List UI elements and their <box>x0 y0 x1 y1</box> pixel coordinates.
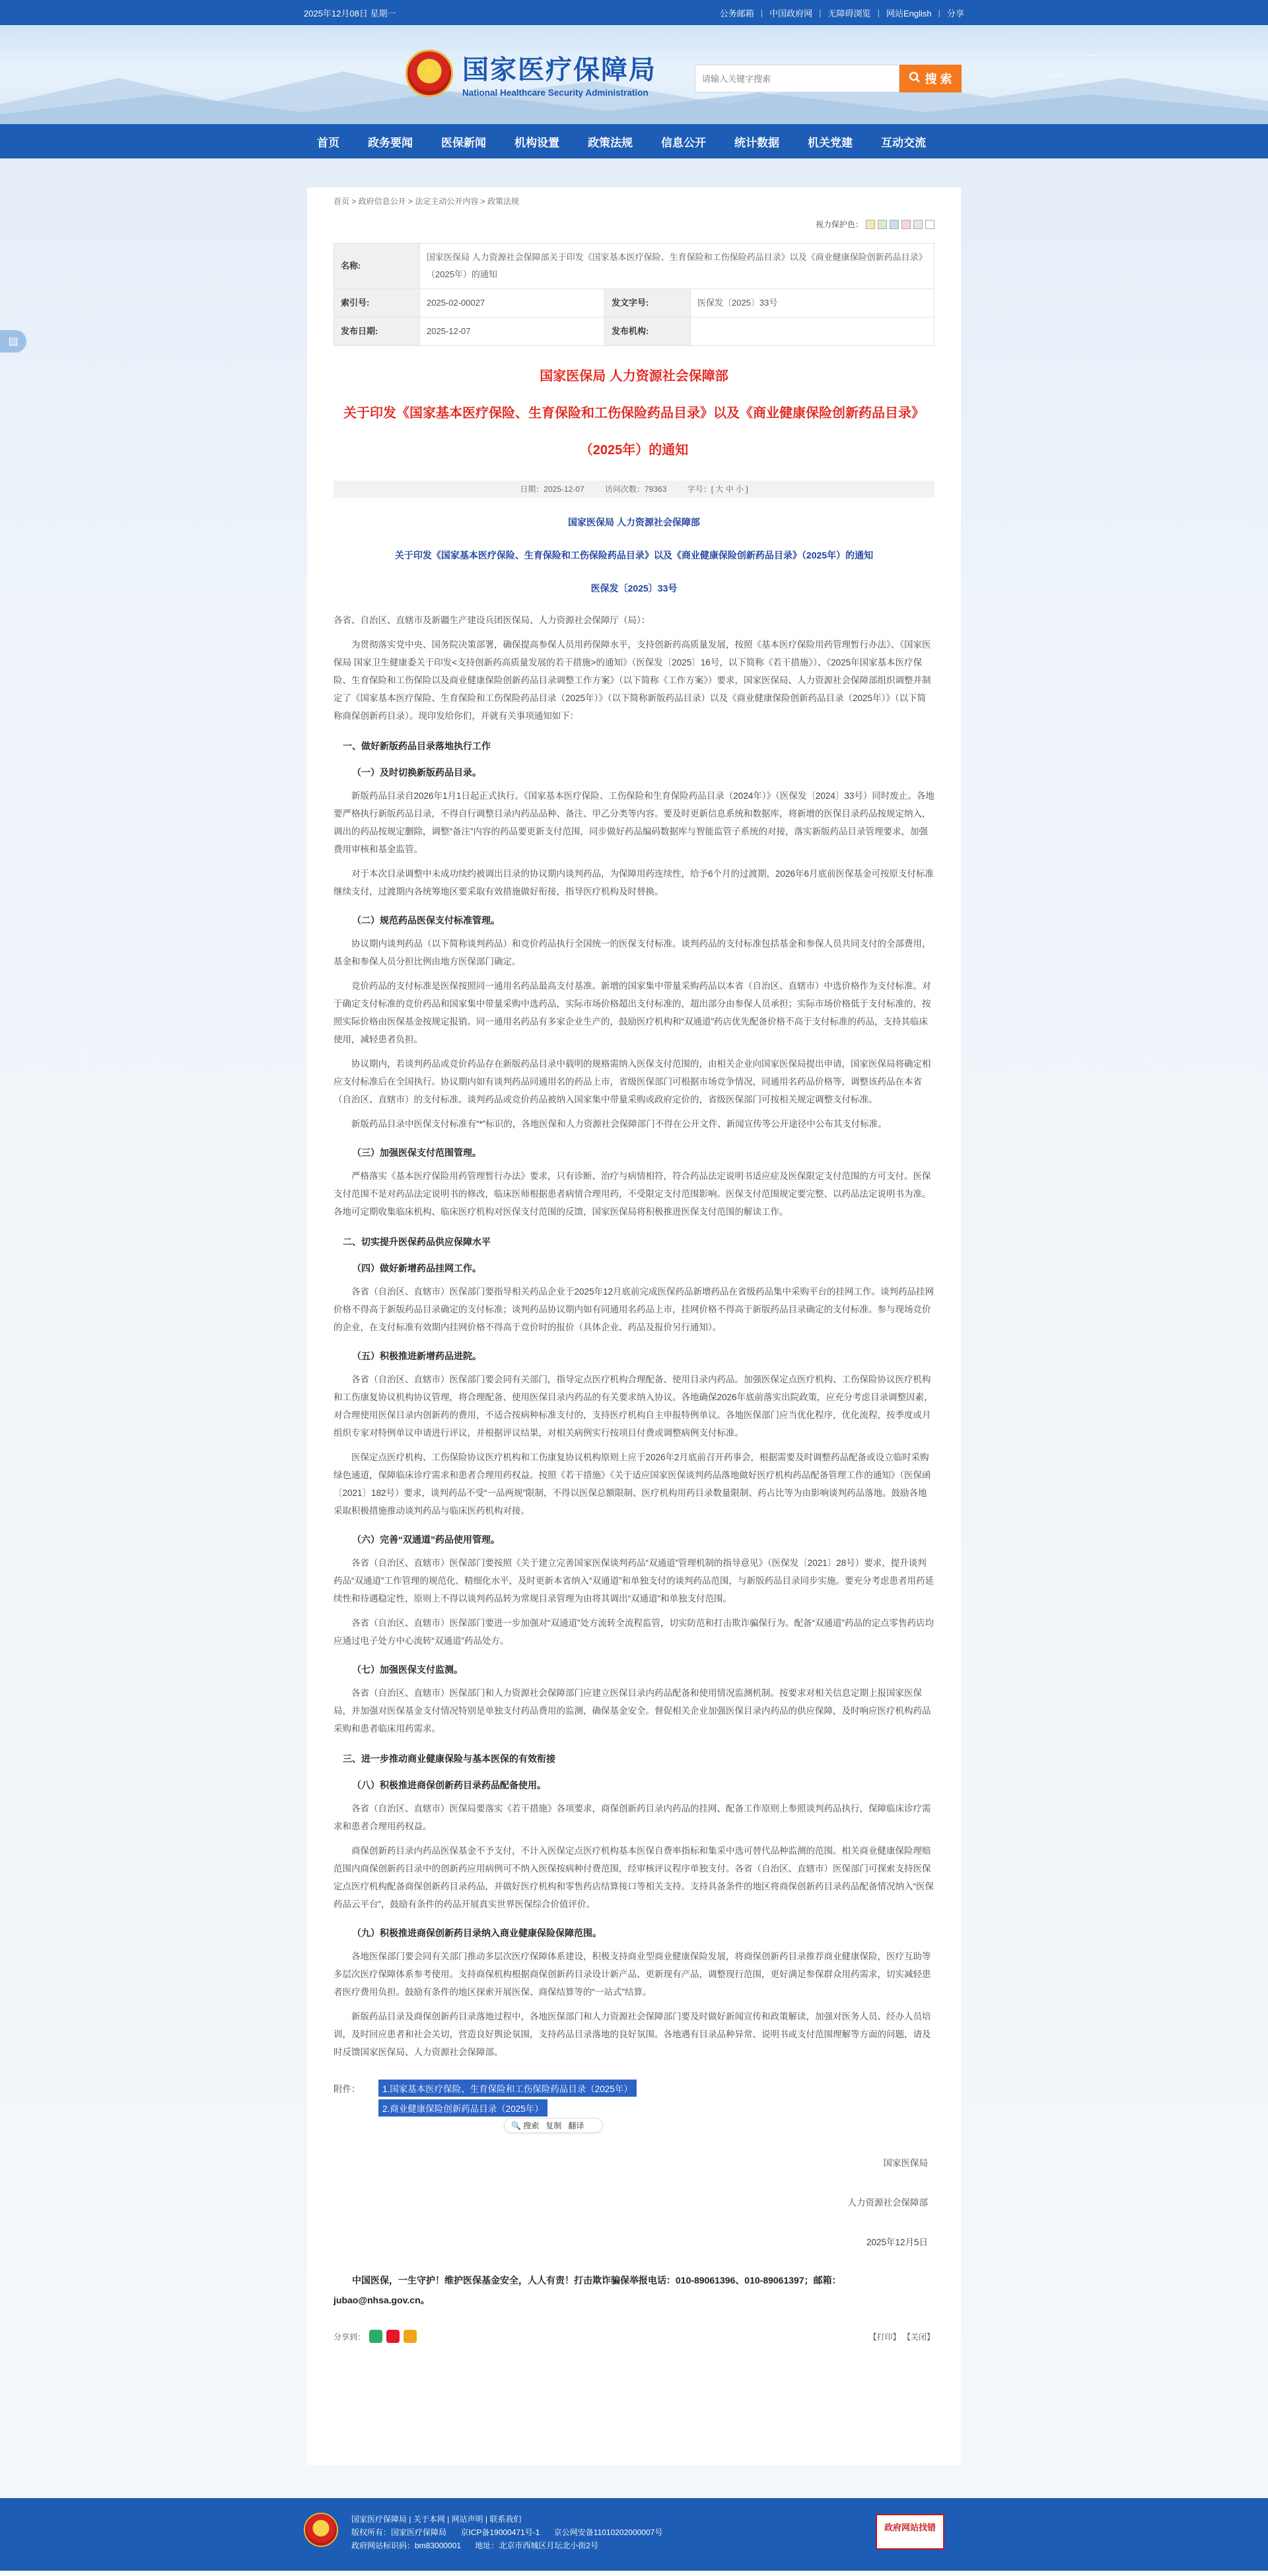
link-accessibility[interactable]: 无障碍浏览 <box>828 8 871 18</box>
paragraph: 新版药品目录及商保创新药目录落地过程中，各地医保部门和人力资源社会保障部门要及时做好新闻宣传和政策解读，加强对医务人员、经办人员培训，及时回应患者和社会关切，营造良好舆论氛围，支持药品目录落地的良好氛围。各地遇有目录品种异常、说明书或支付范围理解等方面的问题，请及时反馈国家医保局、人力资源社会保障部。 <box>334 2012 931 2057</box>
meta-name-value: 国家医保局 人力资源社会保障部关于印发《国家基本医疗保险、生育保险和工伤保险药品目录》以及《商业健康保险创新药品目录》（2025年）的通知 <box>420 244 934 289</box>
article-info-bar <box>334 481 934 498</box>
meta-date-value: 2025-12-07 <box>420 318 605 346</box>
color-swatch-blue[interactable] <box>890 220 899 229</box>
logo-english-name: National Healthcare Security Administration <box>462 88 649 98</box>
signatory-2: 人力资源社会保障部 <box>847 2198 928 2208</box>
color-swatch-pink[interactable] <box>901 220 911 229</box>
main-nav <box>0 124 1268 158</box>
paragraph: 各省（自治区、直辖市）医保部门要会同有关部门，指导定点医疗机构合理配备、使用目录内药品。加强医保定点医疗机构、工伤保险协议医疗机构和工伤康复协议机构协议管理，将合理配备、使用医保目录内药品的有关要求纳入协议。各地确保2026年底前落实出院政策，应充分考虑目录调整因素，对合理使用医保目录内创新药的费用，不适合按病种标准支付的，支持医疗机构自主申报特例单议。各地医保部门应当优化程序，优化流程，按季度或月组织专家对特例单议申请进行评议，并根据评议结果，对相关病例实行按项目付费或调整病例支付标准。 <box>334 1374 933 1438</box>
wechat-icon[interactable] <box>369 2330 382 2343</box>
signature-block <box>334 2152 934 2254</box>
paragraph: 协议期内谈判药品（以下简称谈判药品）和竞价药品执行全国统一的医保支付标准。谈判药品的支付标准包括基金和参保人员共同支付的全部费用，基金和参保人员分担比例由地方医保部门确定。 <box>334 939 931 966</box>
paragraph: 各省（自治区、直辖市）医保局要落实《若干措施》各项要求，商保创新药目录内药品的挂网、配备工作原则上参照谈判药品执行，保障临床诊疗需求和患者合理用药权益。 <box>334 1804 931 1831</box>
page-background <box>0 158 1268 2498</box>
attachment-link-1[interactable]: 1.国家基本医疗保险、生育保险和工伤保险药品目录（2025年） <box>378 2080 637 2097</box>
site-header <box>0 25 1268 124</box>
subsection-heading: （八）积极推进商保创新药目录药品配备使用。 <box>352 1780 546 1790</box>
subsection-heading: （六）完善“双通道”药品使用管理。 <box>352 1534 500 1545</box>
subsection-heading: （三）加强医保支付范围管理。 <box>352 1147 481 1158</box>
signature-date: 2025年12月5日 <box>866 2237 928 2247</box>
paragraph: 竞价药品的支付标准是医保按照同一通用名药品最高支付基准。新增的国家集中带量采购药品以本省（自治区、直辖市）中选价格作为支付标准。对于确定支付标准的竞价药品和国家集中带量采购中选药品，实际市场价格超出支付标准的，超出部分由参保人员承担；实际市场价格低于支付标准的，按照实际价格由医保基金按规定报销。同一通用名药品有多家企业生产的，鼓励医疗机构和“双通道”药店优先配备价格不高于支付标准的药品，支持其临床使用，减轻患者负担。 <box>334 981 931 1044</box>
nav-party-building[interactable]: 机关党建 <box>808 136 853 149</box>
paragraph: 为贯彻落实党中央、国务院决策部署，确保提高参保人员用药保障水平，支持创新药高质量发展，按照《基本医疗保险用药管理暂行办法》、《国家医保局 国家卫生健康委关于印发<支持创新药高质量发展的若干措施>的通知》（医保发〔2025〕16号，以下简称《若干措施》）、《2025年国家基本医疗保险、生育保险和工伤保险以及商业健康保险创新药品目录调整工作方案》（以下简称《工作方案》）要求，国家医保局、人力资源社会保障部组织调整并制定了《国家基本医疗保险、生育保险和工伤保险药品目录（2025年）》（以下简称新版药品目录）以及《商业健康保险创新药品目录（2025年）》（以下简称商保创新药目录）。现印发给你们，并就有关事项通知如下： <box>334 640 931 721</box>
font-size-switch[interactable]: 字号：[ 大 中 小 ] <box>687 485 748 494</box>
gov-site-error-badge[interactable]: 政府网站找错 <box>876 2514 944 2550</box>
nav-statistics[interactable]: 统计数据 <box>734 136 779 149</box>
bird-icon: ⌒ <box>1050 74 1065 90</box>
footer-site-code: 政府网站标识码：bm83000001 <box>351 2541 462 2550</box>
section-heading: 一、做好新版药品目录落地执行工作 <box>343 741 491 751</box>
fraud-report-hotline: 中国医保，一生守护！维护医保基金安全，人人有责！打击欺诈骗保举报电话：010-89061396、010-89061397；邮箱：jubao@nhsa.gov.cn。 <box>334 2275 841 2305</box>
attachments <box>334 2078 934 2133</box>
nav-policies[interactable]: 政策法规 <box>588 136 633 149</box>
link-english[interactable]: 网站English <box>886 8 932 18</box>
print-close-links[interactable]: 【打印】 【关闭】 <box>868 2332 934 2342</box>
subsection-heading: （九）积极推进商保创新药目录纳入商业健康保险保障范围。 <box>352 1928 602 1938</box>
share-bar <box>334 2330 934 2343</box>
page-title <box>334 358 934 469</box>
footer-icp[interactable]: 京ICP备19000471号-1 <box>460 2528 540 2537</box>
paragraph: 各省（自治区、直辖市）医保部门和人力资源社会保障部门应建立医保目录内药品配备和使用情况监测机制。按要求对相关信息定期上报国家医保局，并加强对医保基金支付情况特别是单独支付药品费用的监测，确保基金安全。督促相关企业加强医保目录内药品的供应保障，及时响应医疗机构药品采购和患者临床用药需求。 <box>334 1688 931 1734</box>
paragraph: 新版药品目录中医保支付标准有“*”标识的，各地医保和人力资源社会保障部门不得在公开文件、新闻宣传等公开途径中公布其支付标准。 <box>351 1119 887 1129</box>
nav-info-disclosure[interactable]: 信息公开 <box>661 136 706 149</box>
title-line-2: 关于印发《国家基本医疗保险、生育保险和工伤保险药品目录》以及《商业健康保险创新药品目录》 <box>343 406 925 421</box>
color-swatch-gray[interactable] <box>913 220 923 229</box>
meta-org-label: 发布机构: <box>605 318 691 346</box>
national-emblem-icon: ★ <box>405 50 453 97</box>
subsection-heading: （一）及时切换新版药品目录。 <box>352 767 481 778</box>
paragraph: 各地医保部门要会同有关部门推动多层次医疗保障体系建设，积极支持商业型商业健康保险发展，将商保创新药目录推荐商业健康保险，医疗互助等多层次医疗保障体系参考使用。支持商保机构根据商保创新药目录设计新产品、更新现有产品，调整现行范围，更好满足参保群众用药需求，切实减轻患者医疗费用负担。鼓励有条件的地区探索开展医保、商保结算等的“一站式”结算。 <box>334 1951 931 1997</box>
meta-date-label: 发布日期: <box>334 318 420 346</box>
title-line-3: （2025年）的通知 <box>579 443 689 458</box>
meta-org-value <box>691 318 934 346</box>
document-body <box>334 611 934 2061</box>
article-date: 日期：2025-12-07 <box>520 485 584 494</box>
meta-index-value: 2025-02-00027 <box>420 289 605 318</box>
paragraph: 各省（自治区、直辖市）医保部门要进一步加强对“双通道”处方流转全流程监管，切实防范和打击欺诈骗保行为。配备“双通道”药品的定点零售药店均应通过电子处方中心流转“双通道”药品处方。 <box>334 1618 934 1646</box>
paragraph: 对于本次目录调整中未成功续约被调出目录的协议期内谈判药品，为保障用药连续性，给予6个月的过渡期，2026年6月底前医保基金可按原支付标准继续支付，过渡期内各统筹地区要采取有效措施做好衔接，指导医疗机构及时替换。 <box>334 869 934 897</box>
doc-subject: 关于印发《国家基本医疗保险、生育保险和工伤保险药品目录》以及《商业健康保险创新药品目录》（2025年）的通知 <box>394 550 874 560</box>
footer-police[interactable]: 京公网安备11010202000007号 <box>553 2528 663 2537</box>
color-swatch-white[interactable] <box>925 220 934 229</box>
nav-organization[interactable]: 机构设置 <box>514 136 559 149</box>
link-gov-cn[interactable]: 中国政府网 <box>769 8 813 18</box>
attachments-label: 附件： <box>334 2084 361 2094</box>
attachment-link-2[interactable]: 2.商业健康保险创新药品目录（2025年） <box>378 2099 547 2117</box>
subsection-heading: （五）积极推进新增药品进院。 <box>352 1351 481 1361</box>
selection-copy-button[interactable]: 复制 <box>546 2121 562 2130</box>
search-box <box>695 65 962 92</box>
footer-links[interactable]: 国家医疗保障局 | 关于本网 | 网站声明 | 联系我们 <box>351 2515 522 2524</box>
color-swatch-green[interactable] <box>878 220 887 229</box>
doc-issuer: 国家医保局 人力资源社会保障部 <box>568 517 700 527</box>
paragraph: 各省（自治区、直辖市）医保部门要指导相关药品企业于2025年12月底前完成医保药品新增药品在省级药品集中采购平台的挂网工作。谈判药品挂网价格不得高于新版药品目录确定的支付标准；谈判药品协议期内如有同通用名药品上市，挂网价格不得高于新版药品目录确定的支付标准。参与现场竞价的企业，在支付标准有效期内挂网价格不得高于竞价时的报价（具体企业、药品及报价另行通知）。 <box>334 1287 934 1332</box>
link-official-mail[interactable]: 公务邮箱 <box>719 8 754 18</box>
color-swatch-yellow[interactable] <box>866 220 875 229</box>
subsection-heading: （四）做好新增药品挂网工作。 <box>352 1263 481 1273</box>
qzone-icon[interactable] <box>404 2330 417 2343</box>
paragraph: 商保创新药目录内药品医保基金不予支付，不计入医保定点医疗机构基本医保自费率指标和集采中选可替代品种监测的范围。相关商业健康保险理赔范围内商保创新药目录中的创新药应用病例可不纳入医保按病种付费范围，经审核评议程序单独支付。各省（自治区、直辖市）医保部门可探索支持医保定点医疗机构配备商保创新药目录药品，并做好医疗机构和零售药店结算接口等相关支持。支持具备条件的地区将商保创新药目录药品配备情况纳入“医保药品云平台”，鼓励有条件的药品开展真实世界医保综合价值评价。 <box>334 1846 934 1909</box>
document-metadata-table <box>334 243 934 346</box>
vision-label: 视力保护色： <box>815 220 863 229</box>
search-button[interactable] <box>899 65 962 92</box>
footer-sponsor: 版权所有：国家医疗保障局 <box>351 2528 447 2537</box>
meta-docno-label: 发文字号: <box>605 289 691 318</box>
side-float-tab[interactable] <box>0 330 26 353</box>
paragraph: 新版药品目录自2026年1月1日起正式执行。《国家基本医疗保险、工伤保险和生育保险药品目录（2024年）》（医保发〔2024〕33号）同时废止。各地要严格执行新版药品目录，不得自行调整目录内药品品种、备注、甲乙分类等内容。要及时更新信息系统和数据库，将新增的医保目录药品按规定纳入，调出的药品按规定删除，调整“备注”内容的药品要更新支付范围，同步做好药品编码数据库与智能监管子系统的对接，落实新版药品目录管理要求，加强费用审核和基金监管。 <box>334 791 934 854</box>
article-views: 访问次数：79363 <box>605 485 667 494</box>
article-container <box>307 187 961 2465</box>
link-share[interactable]: 分享 <box>946 8 964 18</box>
signatory-1: 国家医保局 <box>883 2158 928 2168</box>
doc-number: 医保发〔2025〕33号 <box>590 583 678 593</box>
site-footer <box>0 2498 1268 2571</box>
subsection-heading: （二）规范药品医保支付标准管理。 <box>352 915 500 926</box>
selection-search-button[interactable]: 🔍 搜索 <box>511 2121 540 2130</box>
doc-addressee: 各省、自治区、直辖市及新疆生产建设兵团医保局、人力资源社会保障厅（局）： <box>334 615 651 625</box>
footer-emblem-icon <box>304 2513 338 2547</box>
title-line-1: 国家医保局 人力资源社会保障部 <box>540 369 728 384</box>
meta-name-label: 名称: <box>334 244 420 289</box>
subsection-heading: （七）加强医保支付监测。 <box>352 1664 463 1675</box>
search-icon <box>909 71 921 86</box>
section-heading: 三、进一步推动商业健康保险与基本医保的有效衔接 <box>343 1753 555 1764</box>
nav-medical-insurance-news[interactable]: 医保新闻 <box>441 136 486 149</box>
top-utility-bar: 2025年12月08日 星期一 公务邮箱 | 中国政府网 | 无障碍浏览 | 网站English | 分享 <box>0 0 1268 25</box>
breadcrumb[interactable]: 首页 > 政府信息公开 > 法定主动公开内容 > 政策法规 <box>334 197 520 206</box>
paragraph: 严格落实《基本医疗保险用药管理暂行办法》要求，只有诊断、治疗与病情相符，符合药品法定说明书适应症及医保限定支付范围的方可支付。医保支付范围不是对药品法定说明书的修改，临床医师根据患者病情合理用药，不受限定支付范围影响。医保支付范围规定要完整、以药品法定说明书为准。各地可定期收集临床机构、临床医疗机构对医保支付范围的反馈，国家医保局将积极推进医保支付范围的解读工作。 <box>334 1171 931 1217</box>
current-date: 2025年12月08日 星期一 <box>304 8 396 18</box>
logo-chinese-name: 国家医疗保障局 <box>462 54 656 85</box>
paragraph: 医保定点医疗机构、工伤保险协议医疗机构和工伤康复协议机构原则上应于2026年2月底前召开药事会，根据需要及时调整药品配备或设立临时采购绿色通道，保障临床诊疗需求和患者合理用药权益。按照《若干措施》《关于适应国家医保谈判药品落地做好医疗机构药品配备管理工作的通知》（医保函〔2021〕182号）要求，谈判药品不受“一品两规”限制，不得以医保总额限制、医疗机构用药目录数量限制、药占比等为由影响谈判药品落地。鼓励各地采取积极措施推动谈判药品与临床医药机构对接。 <box>334 1452 931 1516</box>
share-label: 分享到： <box>334 2332 366 2342</box>
nav-gov-news[interactable]: 政务要闻 <box>368 136 413 149</box>
nav-interaction[interactable]: 互动交流 <box>881 136 926 149</box>
document-heading <box>334 506 934 605</box>
selection-toolbar <box>504 2118 603 2133</box>
footer-address: 地址：北京市西城区月坛北小街2号 <box>475 2541 599 2550</box>
weibo-icon[interactable] <box>386 2330 400 2343</box>
paragraph: 各省（自治区、直辖市）医保部门要按照《关于建立完善国家医保谈判药品“双通道”管理机制的指导意见》（医保发〔2021〕28号）要求，提升谈判药品“双通道”工作管理的规范化、精细化水平，及时更新本省纳入“双通道”和单独支付的谈判药品范围，与新版药品目录同步实施。要充分考虑患者用药延续性和待遇稳定性，原则上不得以谈判药品转为常规目录管理为由将其调出“双通道”和单独支付范围。 <box>334 1558 934 1604</box>
meta-docno-value: 医保发〔2025〕33号 <box>691 289 934 318</box>
document-icon: ▤ <box>8 336 18 347</box>
search-button-label: 搜 索 <box>925 73 952 86</box>
paragraph: 协议期内，若谈判药品或竞价药品存在新版药品目录中载明的规格需纳入医保支付范围的，由相关企业向国家医保局提出申请，国家医保局将确定相应支付标准后在全国执行。协议期内如有谈判药品同通用名的药品上市，省级医保部门可根据市场竞争情况，同通用名药品价格等，调整该药品在本省（自治区、直辖市）的支付标准。谈判药品或竞价药品被纳入国家集中带量采购或政府定价的，省级医保部门可按相关规定调整支付标准。 <box>334 1059 931 1104</box>
selection-translate-button[interactable]: 翻译 <box>568 2121 584 2130</box>
meta-index-label: 索引号: <box>334 289 420 318</box>
bird-icon: ⌒ <box>1086 55 1098 66</box>
site-logo[interactable] <box>405 49 656 98</box>
nav-home[interactable]: 首页 <box>317 136 339 149</box>
section-heading: 二、切实提升医保药品供应保障水平 <box>343 1237 491 1247</box>
vision-protection-colors <box>334 219 934 230</box>
search-input[interactable] <box>695 65 899 92</box>
